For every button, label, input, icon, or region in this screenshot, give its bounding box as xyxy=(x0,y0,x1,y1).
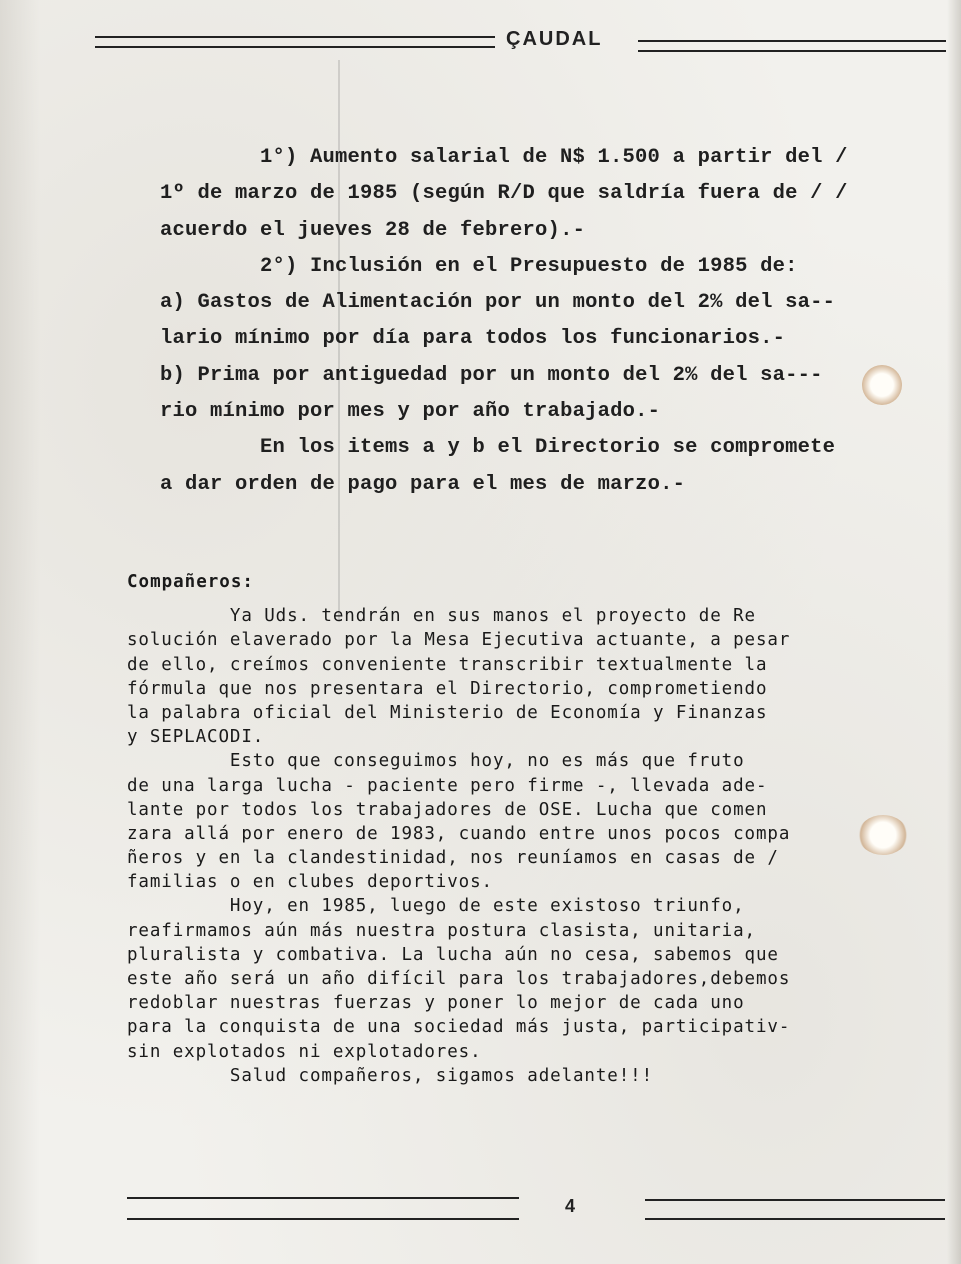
text-line: Esto que conseguimos hoy, no es más que fruto xyxy=(127,751,745,772)
text-line: Ya Uds. tendrán en sus manos el proyecto de Re xyxy=(127,606,756,627)
text-line: familias o en clubes deportivos. xyxy=(127,872,493,893)
text-line: de una larga lucha - paciente pero firme -, llevada ade- xyxy=(127,775,768,796)
text-line: lario mínimo por día para todos los funcionarios.- xyxy=(160,327,786,351)
text-line: solución elaverado por la Mesa Ejecutiva actuante, a pesar xyxy=(127,630,791,651)
agreement-text-block xyxy=(160,140,940,503)
text-line: fórmula que nos presentara el Directorio, comprometiendo xyxy=(127,678,768,699)
text-line: este año será un año difícil para los trabajadores,debemos xyxy=(127,969,791,989)
text-line: ñeros y en la clandestinidad, nos reuníamos en casas de / xyxy=(127,848,779,869)
text-line: a) Gastos de Alimentación por un monto del 2% del sa-- xyxy=(160,291,836,315)
text-line: Hoy, en 1985, luego de este existoso triunfo, xyxy=(127,896,745,917)
paper-stain xyxy=(862,365,902,405)
paper-stain xyxy=(858,815,908,855)
header-title: ÇAUDAL xyxy=(506,28,603,50)
text-line: para la conquista de una sociedad más justa, participativ- xyxy=(127,1017,791,1038)
letter-text-block xyxy=(127,570,957,1088)
footer-rule-right-bottom xyxy=(645,1218,945,1220)
text-line: sin explotados ni explotadores. xyxy=(127,1041,482,1062)
text-line: 2°) Inclusión en el Presupuesto de 1985 de: xyxy=(260,254,798,278)
text-line: reafirmamos aún más nuestra postura clasista, unitaria, xyxy=(127,920,756,941)
text-line: 1º de marzo de 1985 (según R/D que saldría fuera de / / xyxy=(160,182,848,206)
header-rule-right-top xyxy=(638,40,946,42)
header-rule-right-bottom xyxy=(638,50,946,52)
text-line: de ello, creímos conveniente transcribir textualmente la xyxy=(127,654,768,675)
text-line: Salud compañeros, sigamos adelante!!! xyxy=(127,1065,654,1086)
greeting: Compañeros: xyxy=(127,572,254,592)
text-line: 1°) Aumento salarial de N$ 1.500 a partir del / xyxy=(260,146,848,169)
text-line: la palabra oficial del Ministerio de Economía y Finanzas xyxy=(127,702,768,723)
paper-shadow-left xyxy=(0,0,40,1264)
page-number: 4 xyxy=(565,1196,576,1216)
text-line: b) Prima por antiguedad por un monto del 2% del sa--- xyxy=(160,363,823,387)
footer-rule-right-top xyxy=(645,1199,945,1201)
text-line: rio mínimo por mes y por año trabajado.- xyxy=(160,400,661,424)
text-line: pluralista y combativa. La lucha aún no cesa, sabemos que xyxy=(127,944,779,965)
text-line: zara allá por enero de 1983, cuando entre unos pocos compa xyxy=(127,823,791,844)
text-line: y SEPLACODI. xyxy=(127,727,265,748)
footer-rule-left-top xyxy=(127,1197,519,1199)
footer-rule-left-bottom xyxy=(127,1218,519,1220)
text-line: lante por todos los trabajadores de OSE. Lucha que comen xyxy=(127,799,768,820)
text-line: a dar orden de pago para el mes de marzo.- xyxy=(160,472,686,496)
header-rule-left-bottom xyxy=(95,46,495,48)
header-rule-left-top xyxy=(95,36,495,38)
text-line: En los items a y b el Directorio se compromete xyxy=(260,436,836,460)
text-line: acuerdo el jueves 28 de febrero).- xyxy=(160,218,586,242)
text-line: redoblar nuestras fuerzas y poner lo mejor de cada uno xyxy=(127,993,745,1014)
